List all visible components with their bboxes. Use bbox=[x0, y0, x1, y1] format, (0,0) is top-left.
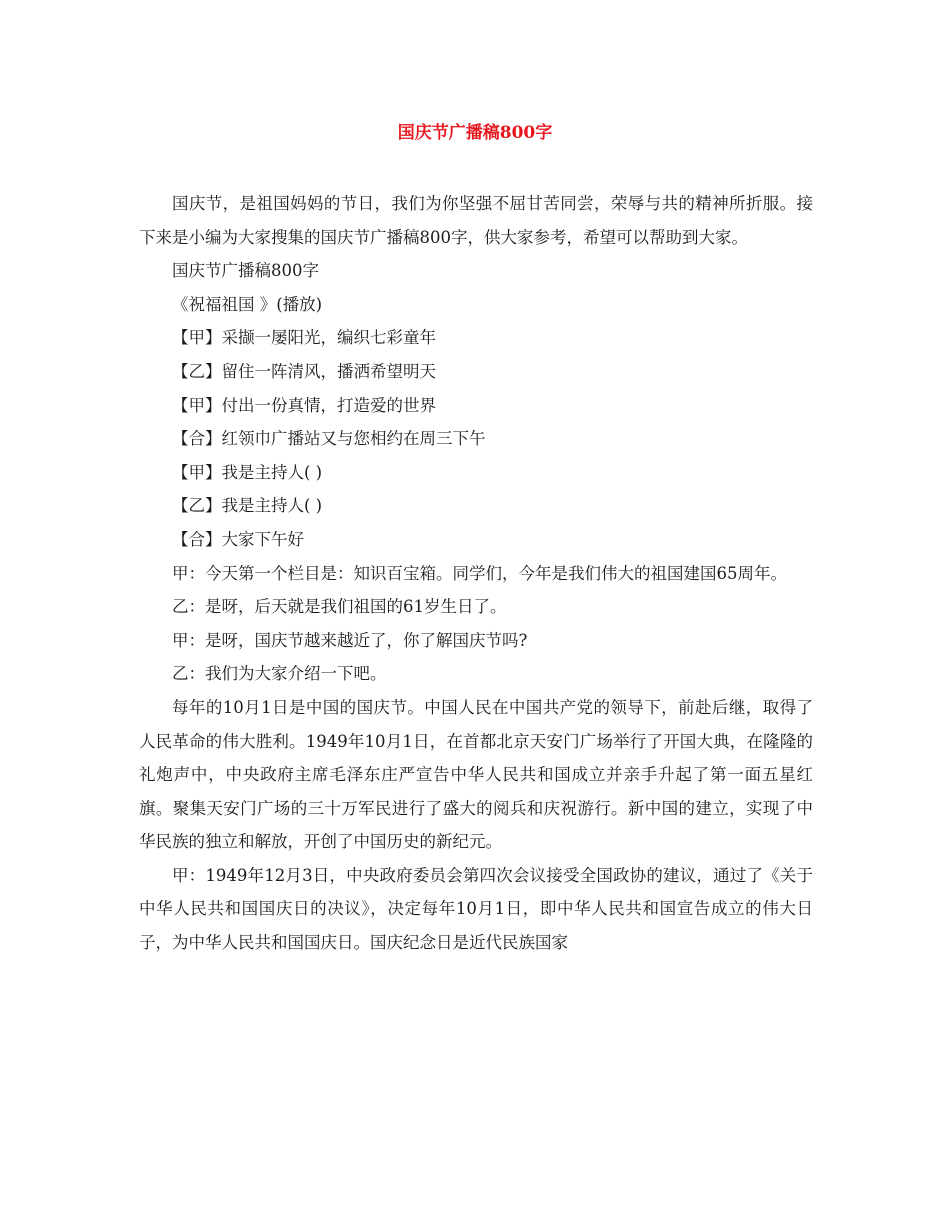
script-line: 【甲】付出一份真情，打造爱的世界 bbox=[172, 395, 436, 415]
script-line: 【合】红领巾广播站又与您相约在周三下午 bbox=[172, 429, 486, 449]
document-title: 国庆节广播稿800字 bbox=[397, 123, 553, 143]
script-line: 【甲】采撷一屡阳光，编织七彩童年 bbox=[172, 328, 436, 348]
dialogue-line: 乙：是呀，后天就是我们祖国的61岁生日了。 bbox=[172, 597, 507, 617]
paragraph-heading: 国庆节广播稿800字 bbox=[172, 261, 319, 281]
script-line: 【合】大家下午好 bbox=[172, 529, 304, 549]
dialogue-line: 乙：我们为大家介绍一下吧。 bbox=[172, 664, 387, 684]
paragraph-intro: 国庆节，是祖国妈妈的节日，我们为你坚强不屈甘苦同尝，荣辱与共的精神所折服。接下来是小编为大家搜集的国庆节广播稿800字，供大家参考，希望可以帮助到大家。 bbox=[139, 194, 813, 247]
script-line: 【乙】我是主持人( ) bbox=[172, 496, 323, 516]
paragraph-national-day: 甲：1949年12月3日，中央政府委员会第四次会议接受全国政协的建议，通过了《关于中华人民共和国国庆日的决议》，决定每年10月1日，即中华人民共和国宣告成立的伟大日子，为中华人民共和国国庆日。国庆纪念日是近代民族国家 bbox=[139, 865, 813, 953]
dialogue-line: 甲：今天第一个栏目是：知识百宝箱。同学们，今年是我们伟大的祖国建国65周年。 bbox=[172, 563, 787, 583]
document-body bbox=[139, 187, 813, 960]
paragraph-song: 《祝福祖国 》(播放) bbox=[172, 294, 323, 314]
script-line: 【乙】留住一阵清风，播洒希望明天 bbox=[172, 361, 436, 381]
script-line: 【甲】我是主持人( ) bbox=[172, 462, 323, 482]
paragraph-history: 每年的10月1日是中国的国庆节。中国人民在中国共产党的领导下，前赴后继，取得了人民革命的伟大胜利。1949年10月1日，在首都北京天安门广场举行了开国大典，在隆隆的礼炮声中，中央政府主席毛泽东庄严宣告中华人民共和国成立并亲手升起了第一面五星红旗。聚集天安门广场的三十万军民进行了盛大的阅兵和庆祝游行。新中国的建立，实现了中华民族的独立和解放，开创了中国历史的新纪元。 bbox=[139, 697, 813, 852]
dialogue-line: 甲：是呀，国庆节越来越近了，你了解国庆节吗? bbox=[172, 630, 528, 650]
